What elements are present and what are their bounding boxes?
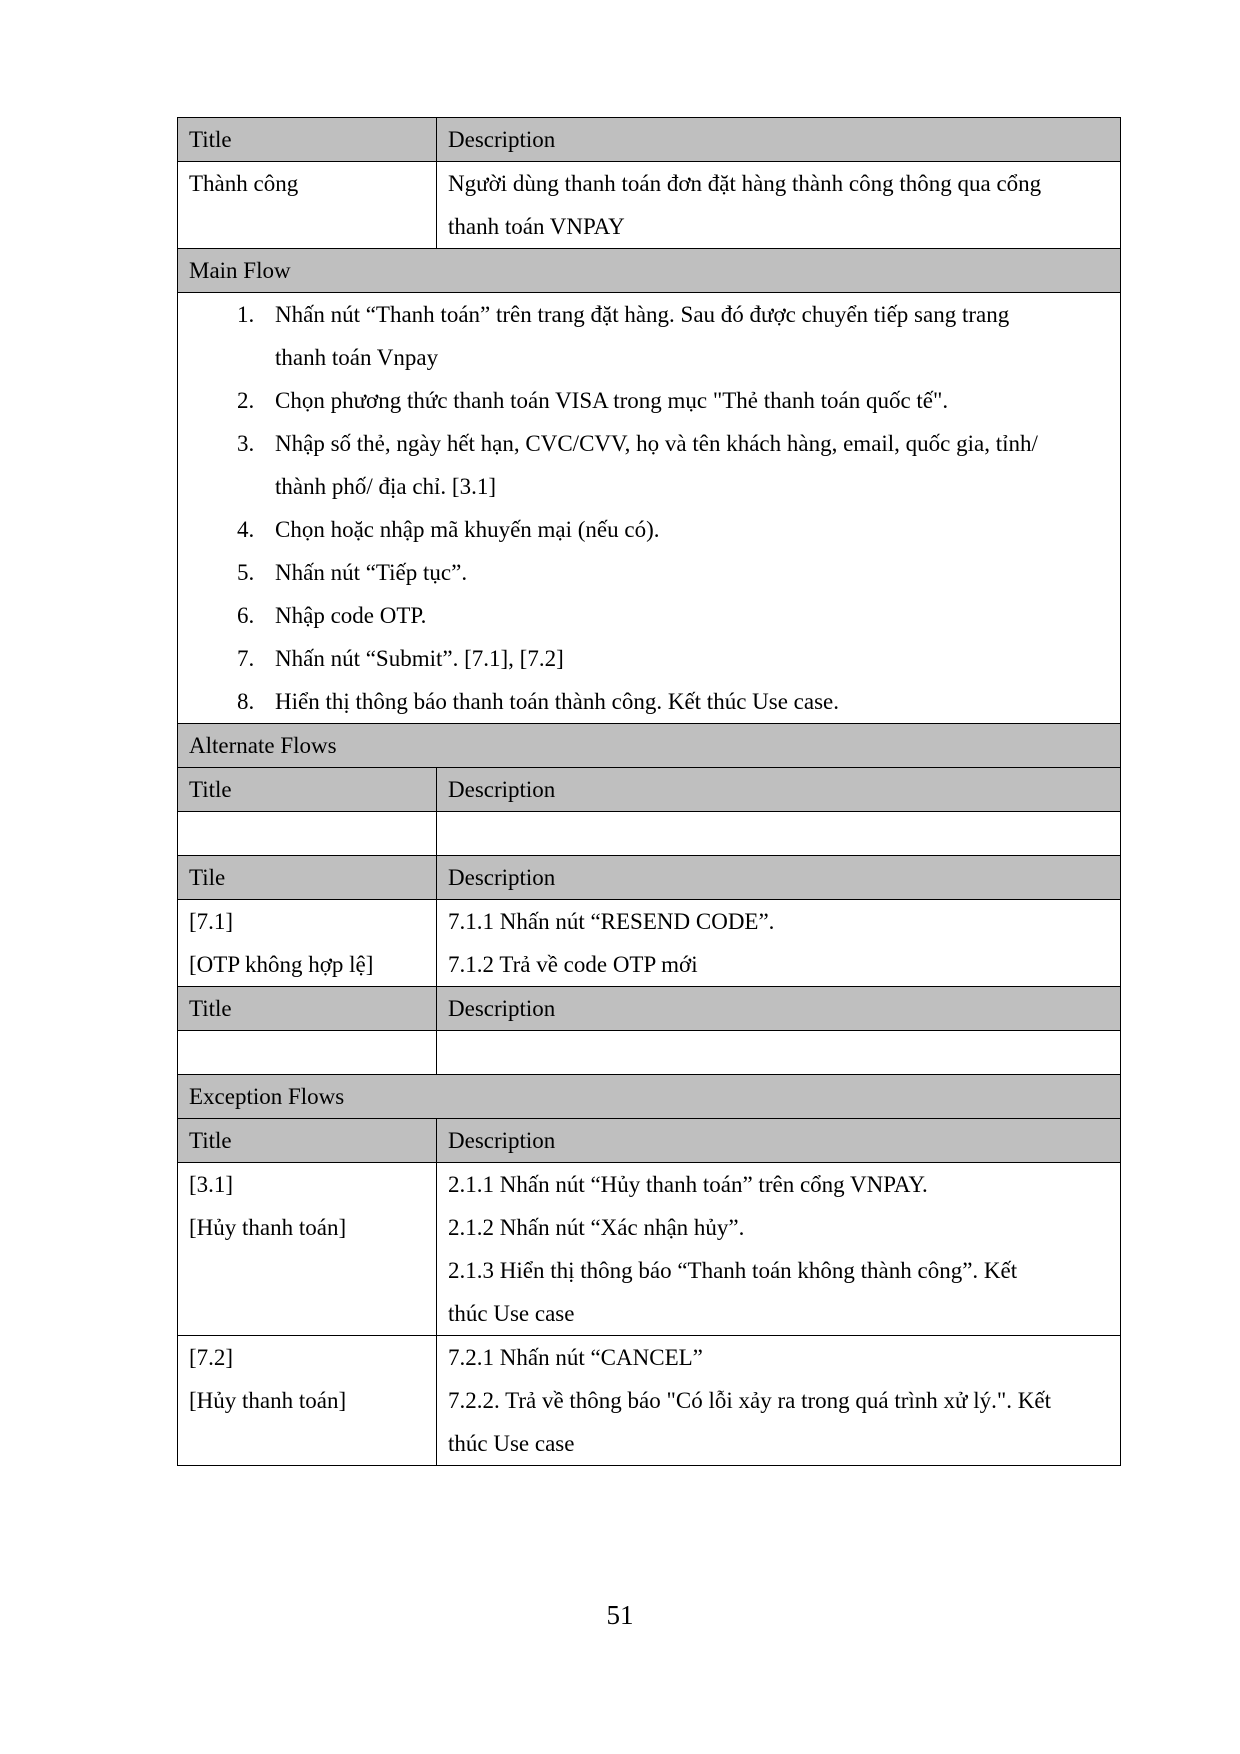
step-text: Nhấn nút “Thanh toán” trên trang đặt hàng. Sau đó được chuyển tiếp sang trang bbox=[275, 302, 1010, 327]
exception-flow-row bbox=[178, 1163, 1121, 1336]
exception-flows-header-row bbox=[178, 1075, 1121, 1119]
exc-description-cell bbox=[437, 1163, 1121, 1336]
step-text: thanh toán Vnpay bbox=[275, 345, 439, 370]
alternate-flows-header-row bbox=[178, 724, 1121, 768]
alt-header-title-cell: Title bbox=[178, 987, 437, 1031]
step-text: Chọn phương thức thanh toán VISA trong mục "Thẻ thanh toán quốc tế". bbox=[275, 388, 949, 413]
success-title-cell: Thành công bbox=[178, 162, 437, 249]
step-text: Chọn hoặc nhập mã khuyến mại (nếu có). bbox=[275, 517, 660, 542]
main-flow-step bbox=[189, 594, 1109, 637]
use-case-table bbox=[177, 117, 1121, 1466]
step-number: 2. bbox=[237, 388, 255, 413]
step-number: 7. bbox=[237, 646, 255, 671]
step-text: Nhấn nút “Tiếp tục”. bbox=[275, 560, 468, 585]
main-flow-step bbox=[189, 508, 1109, 551]
exc-header-description-cell: Description bbox=[437, 1119, 1121, 1163]
alt-title-cell bbox=[178, 900, 437, 987]
description-line: Người dùng thanh toán đơn đặt hàng thành công thông qua cổng bbox=[448, 171, 1042, 196]
alternate-subheader-row bbox=[178, 768, 1121, 812]
exc-title-line: [Hủy thanh toán] bbox=[189, 1388, 347, 1413]
main-flow-label: Main Flow bbox=[178, 249, 1121, 293]
description-line: thanh toán VNPAY bbox=[448, 214, 625, 239]
exc-description-line: 2.1.1 Nhấn nút “Hủy thanh toán” trên cổng VNPAY. bbox=[448, 1172, 928, 1197]
step-text: Nhấn nút “Submit”. [7.1], [7.2] bbox=[275, 646, 564, 671]
exception-subheader-row bbox=[178, 1119, 1121, 1163]
main-flow-steps-row bbox=[178, 293, 1121, 724]
step-text: thành phố/ địa chỉ. [3.1] bbox=[275, 474, 497, 499]
alternate-subheader-row bbox=[178, 856, 1121, 900]
alt-header-description-cell: Description bbox=[437, 768, 1121, 812]
exc-header-title-cell: Title bbox=[178, 1119, 437, 1163]
header-description-cell: Description bbox=[437, 118, 1121, 162]
main-flow-step bbox=[189, 551, 1109, 594]
step-text: Nhập code OTP. bbox=[275, 603, 427, 628]
exc-description-line: 7.2.2. Trả về thông báo "Có lỗi xảy ra trong quá trình xử lý.". Kết bbox=[448, 1388, 1051, 1413]
step-number: 5. bbox=[237, 560, 255, 585]
exc-title-line: [7.2] bbox=[189, 1345, 234, 1370]
alt-header-description-cell: Description bbox=[437, 987, 1121, 1031]
exc-description-line: thúc Use case bbox=[448, 1301, 575, 1326]
success-description-cell bbox=[437, 162, 1121, 249]
main-flow-step bbox=[189, 680, 1109, 723]
main-flow-step bbox=[189, 379, 1109, 422]
exc-description-line: 7.2.1 Nhấn nút “CANCEL” bbox=[448, 1345, 703, 1370]
step-number: 1. bbox=[237, 302, 255, 327]
empty-cell bbox=[178, 1031, 437, 1075]
exc-description-line: thúc Use case bbox=[448, 1431, 575, 1456]
page-number: 51 bbox=[606, 1600, 634, 1630]
alt-title-line: [OTP không hợp lệ] bbox=[189, 952, 374, 977]
exception-flow-row bbox=[178, 1336, 1121, 1466]
main-flow-step bbox=[189, 422, 1109, 508]
exc-title-cell bbox=[178, 1336, 437, 1466]
alt-header-description-cell: Description bbox=[437, 856, 1121, 900]
step-text: Nhập số thẻ, ngày hết hạn, CVC/CVV, họ và tên khách hàng, email, quốc gia, tỉnh/ bbox=[275, 431, 1038, 456]
main-flow-steps-cell bbox=[178, 293, 1121, 724]
success-row bbox=[178, 162, 1121, 249]
header-title-cell: Title bbox=[178, 118, 437, 162]
table-header-row bbox=[178, 118, 1121, 162]
exc-title-line: [3.1] bbox=[189, 1172, 234, 1197]
main-flow-step bbox=[189, 637, 1109, 680]
alt-description-line: 7.1.1 Nhấn nút “RESEND CODE”. bbox=[448, 909, 775, 934]
exc-title-line: [Hủy thanh toán] bbox=[189, 1215, 347, 1240]
empty-cell bbox=[437, 1031, 1121, 1075]
step-number: 8. bbox=[237, 689, 255, 714]
step-text: Hiển thị thông báo thanh toán thành công. Kết thúc Use case. bbox=[275, 689, 839, 714]
alternate-flows-label: Alternate Flows bbox=[178, 724, 1121, 768]
alternate-subheader-row bbox=[178, 987, 1121, 1031]
empty-cell bbox=[437, 812, 1121, 856]
exception-flows-label: Exception Flows bbox=[178, 1075, 1121, 1119]
exc-description-cell bbox=[437, 1336, 1121, 1466]
alternate-flow-row bbox=[178, 900, 1121, 987]
step-number: 6. bbox=[237, 603, 255, 628]
empty-row bbox=[178, 812, 1121, 856]
alt-header-title-cell: Tile bbox=[178, 856, 437, 900]
alt-description-line: 7.1.2 Trả về code OTP mới bbox=[448, 952, 698, 977]
alt-header-title-cell: Title bbox=[178, 768, 437, 812]
empty-row bbox=[178, 1031, 1121, 1075]
exc-title-cell bbox=[178, 1163, 437, 1336]
step-number: 3. bbox=[237, 431, 255, 456]
alt-description-cell bbox=[437, 900, 1121, 987]
step-number: 4. bbox=[237, 517, 255, 542]
exc-description-line: 2.1.2 Nhấn nút “Xác nhận hủy”. bbox=[448, 1215, 745, 1240]
main-flow-step-list bbox=[189, 293, 1109, 723]
alt-title-line: [7.1] bbox=[189, 909, 234, 934]
main-flow-step bbox=[189, 293, 1109, 379]
exc-description-line: 2.1.3 Hiển thị thông báo “Thanh toán không thành công”. Kết bbox=[448, 1258, 1018, 1283]
main-flow-header-row bbox=[178, 249, 1121, 293]
empty-cell bbox=[178, 812, 437, 856]
